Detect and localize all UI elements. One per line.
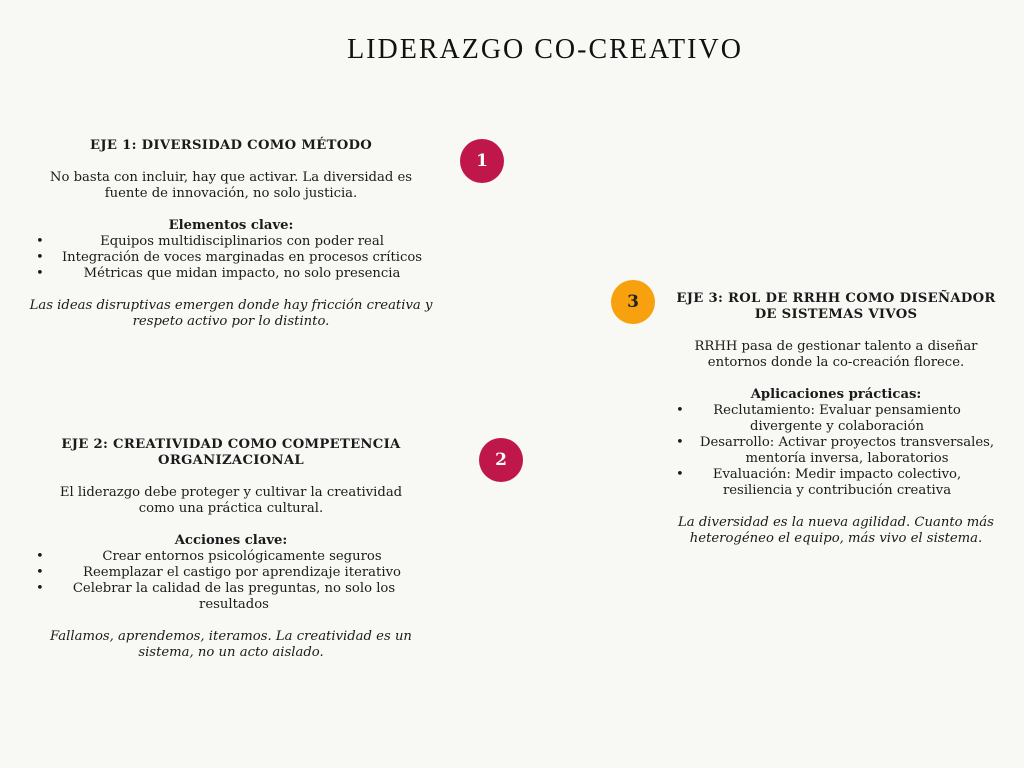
- eje1-intro: No basta con incluir, hay que activar. La diversidad es fuente de innovación, no solo justicia.: [49, 170, 413, 201]
- eje1-subheading: Elementos clave:: [168, 218, 294, 233]
- eje1-quote: Las ideas disruptivas emergen donde hay fricción creativa y respeto activo por lo distinto.: [29, 298, 433, 329]
- list-item: • Equipos multidisciplinarios con poder real: [28, 234, 434, 250]
- eje1-section: [28, 138, 434, 330]
- list-item: • Celebrar la calidad de las preguntas, no solo los resultados: [28, 581, 434, 613]
- eje3-number-badge: 3: [611, 280, 655, 324]
- eje3-quote: La diversidad es la nueva agilidad. Cuanto más heterogéneo el equipo, más vivo el sistema.: [678, 515, 994, 546]
- list-item: • Evaluación: Medir impacto colectivo, resiliencia y contribución creativa: [668, 467, 1004, 499]
- eje2-subheading: Acciones clave:: [174, 533, 288, 548]
- eje3-section: [668, 291, 1004, 547]
- eje2-section: [28, 437, 434, 661]
- page-title: LIDERAZGO CO-CREATIVO: [347, 34, 743, 65]
- eje3-list: [668, 403, 1004, 499]
- list-item: • Reclutamiento: Evaluar pensamiento divergente y colaboración: [668, 403, 1004, 435]
- list-item: • Crear entornos psicológicamente seguros: [28, 549, 434, 565]
- eje3-subheading: Aplicaciones prácticas:: [750, 387, 922, 402]
- eje2-number-badge: 2: [479, 438, 523, 482]
- eje2-quote: Fallamos, aprendemos, iteramos. La creatividad es un sistema, no un acto aislado.: [50, 629, 412, 660]
- eje3-heading: EJE 3: ROL DE RRHH COMO DISEÑADOR DE SISTEMAS VIVOS: [676, 291, 996, 322]
- eje2-list: [28, 549, 434, 613]
- list-item: • Métricas que midan impacto, no solo presencia: [28, 266, 434, 282]
- list-item: • Reemplazar el castigo por aprendizaje iterativo: [28, 565, 434, 581]
- eje1-list: [28, 234, 434, 282]
- list-item: • Desarrollo: Activar proyectos transversales, mentoría inversa, laboratorios: [668, 435, 1004, 467]
- eje1-heading: EJE 1: DIVERSIDAD COMO MÉTODO: [89, 138, 373, 153]
- eje3-intro: RRHH pasa de gestionar talento a diseñar entornos donde la co-creación florece.: [694, 339, 978, 370]
- eje2-heading: EJE 2: CREATIVIDAD COMO COMPETENCIA ORGANIZACIONAL: [61, 437, 401, 468]
- eje2-intro: El liderazgo debe proteger y cultivar la creatividad como una práctica cultural.: [59, 485, 403, 516]
- eje1-number-badge: 1: [460, 139, 504, 183]
- list-item: • Integración de voces marginadas en procesos críticos: [28, 250, 434, 266]
